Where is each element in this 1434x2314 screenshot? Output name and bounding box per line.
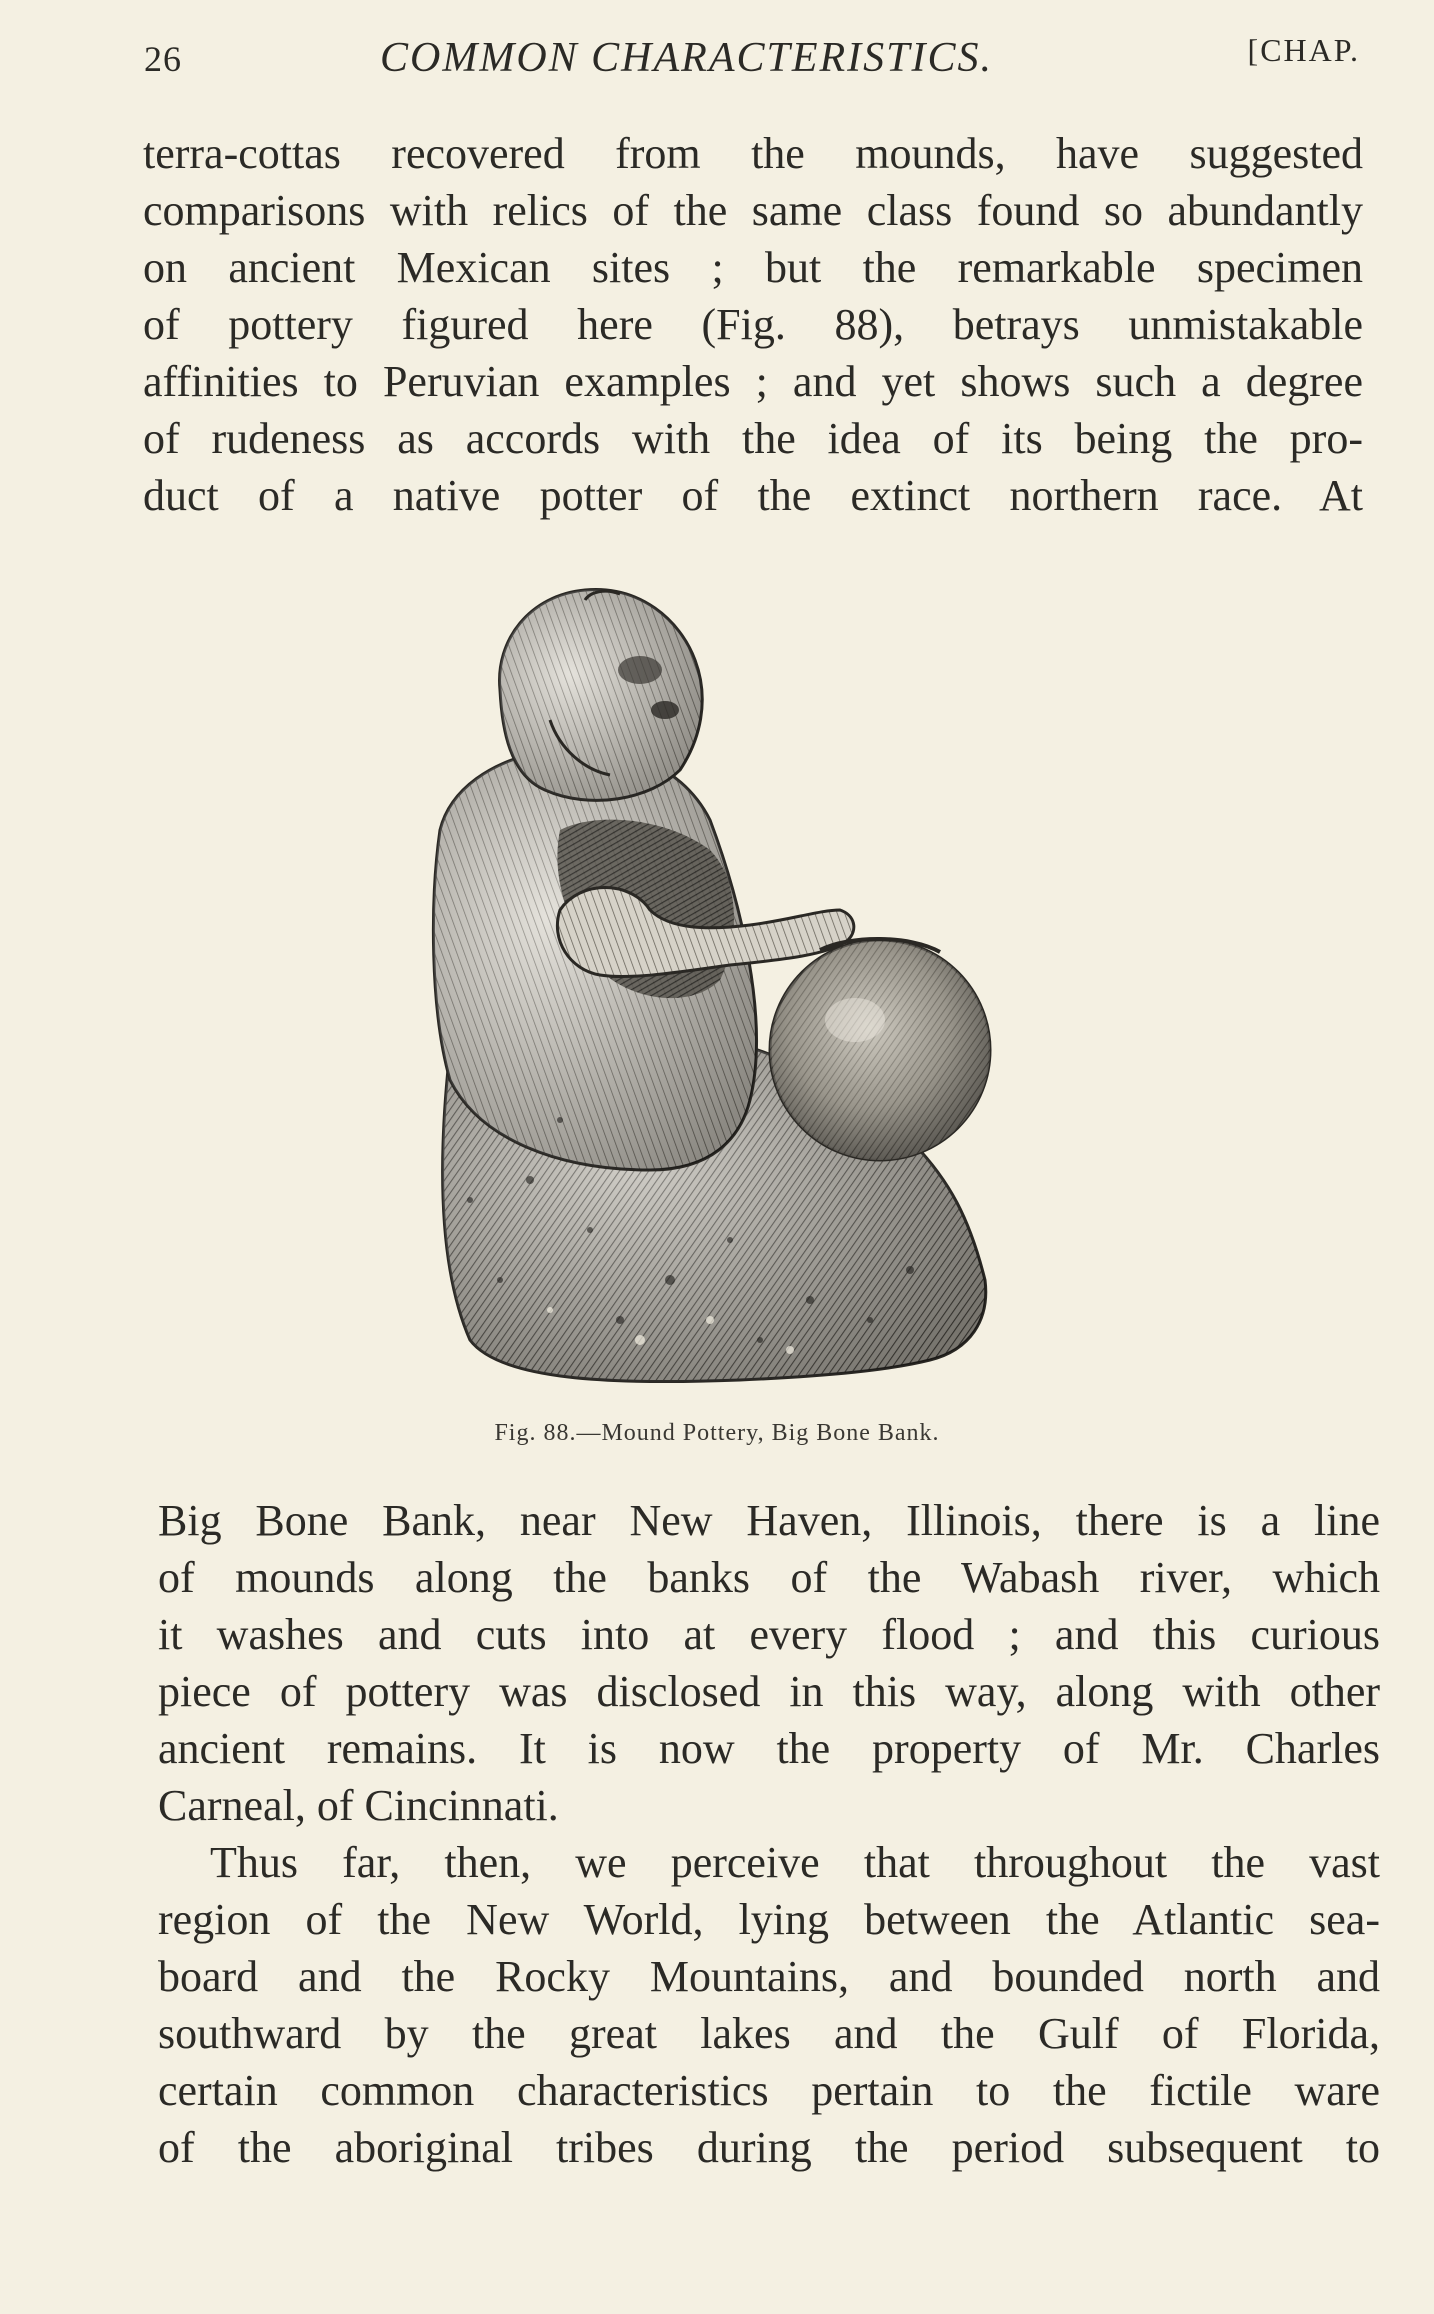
page-header xyxy=(140,30,1360,90)
text-line: duct of a native potter of the extinct northern race. At xyxy=(143,471,1363,520)
text-line: it washes and cuts into at every flood ; and this curious xyxy=(158,1610,1380,1659)
text-line: Thus far, then, we perceive that throughout the vast xyxy=(210,1838,1380,1887)
text-line: comparisons with relics of the same class found so abundantly xyxy=(143,186,1363,235)
text-line: of the aboriginal tribes during the period subsequent to xyxy=(158,2123,1380,2172)
text-line: board and the Rocky Mountains, and bounded north and xyxy=(158,1952,1380,2001)
text-line: region of the New World, lying between the Atlantic sea- xyxy=(158,1895,1380,1944)
text-line: affinities to Peruvian examples ; and yet shows such a degree xyxy=(143,357,1363,406)
text-line: ancient remains. It is now the property of Mr. Charles xyxy=(158,1724,1380,1773)
text-line: piece of pottery was disclosed in this way, along with other xyxy=(158,1667,1380,1716)
figure-caption: Fig. 88.—Mound Pottery, Big Bone Bank. xyxy=(494,1420,940,1446)
text-line: Carneal, of Cincinnati. xyxy=(158,1781,559,1830)
chapter-mark: [CHAP. xyxy=(1247,32,1360,68)
running-head: COMMON CHARACTERISTICS. xyxy=(380,35,993,81)
top-paragraph xyxy=(143,125,1363,524)
text-line: Big Bone Bank, near New Haven, Illinois, there is a line xyxy=(158,1496,1380,1545)
mound-pottery-figure xyxy=(410,580,1110,1390)
page-number: 26 xyxy=(144,39,182,79)
text-line: southward by the great lakes and the Gulf of Florida, xyxy=(158,2009,1380,2058)
bottom-paragraphs xyxy=(158,1492,1380,2176)
text-line: terra-cottas recovered from the mounds, have suggested xyxy=(143,129,1363,178)
text-line: of pottery figured here (Fig. 88), betrays unmistakable xyxy=(143,300,1363,349)
text-line: of rudeness as accords with the idea of its being the pro- xyxy=(143,414,1363,463)
text-line: on ancient Mexican sites ; but the remarkable specimen xyxy=(143,243,1363,292)
text-line: certain common characteristics pertain to the fictile ware xyxy=(158,2066,1380,2115)
text-line: of mounds along the banks of the Wabash river, which xyxy=(158,1553,1380,1602)
